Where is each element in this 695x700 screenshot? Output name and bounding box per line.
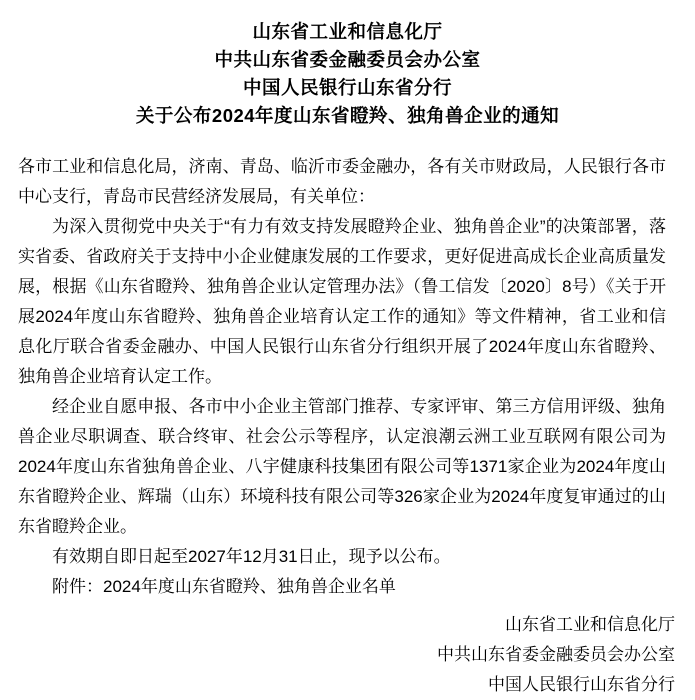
- document-title-line: 中共山东省委金融委员会办公室: [214, 49, 481, 70]
- signature-line: 中国人民银行山东省分行: [488, 675, 675, 694]
- signature-block: [0, 610, 695, 700]
- signature-line: 中共山东省委金融委员会办公室: [437, 645, 675, 664]
- body-paragraph: 为深入贯彻党中央关于“有力有效支持发展瞪羚企业、独角兽企业”的决策部署，落实省委、省政府关于支持中小企业健康发展的工作要求，更好促进高成长企业高质量发展，根据《山东省瞪羚、独角兽企业认定管理办法》（鲁工信发〔2020〕8号）《关于开展2024年度山东省瞪羚、独角兽企业培育认定工作的通知》等文件精神，省工业和信息化厅联合省委金融办、中国人民银行山东省分行组织开展了2024年度山东省瞪羚、独角兽企业培育认定工作。: [18, 217, 666, 386]
- document-title-line: 关于公布2024年度山东省瞪羚、独角兽企业的通知: [135, 105, 560, 126]
- body-paragraph: 经企业自愿申报、各市中小企业主管部门推荐、专家评审、第三方信用评级、独角兽企业尽职调查、联合终审、社会公示等程序，认定浪潮云洲工业互联网有限公司为2024年度山东省独角兽企业、八宇健康科技集团有限公司等1371家企业为2024年度山东省瞪羚企业、辉瑞（山东）环境科技有限公司等326家企业为2024年度复审通过的山东省瞪羚企业。: [18, 397, 666, 536]
- document-title-line: 山东省工业和信息化厅: [252, 21, 443, 42]
- document-title: [0, 18, 695, 130]
- body-paragraph: 各市工业和信息化局，济南、青岛、临沂市委金融办，各有关市财政局，人民银行各市中心支行，青岛市民营经济发展局，有关单位：: [18, 157, 666, 206]
- document-title-line: 中国人民银行山东省分行: [242, 77, 452, 98]
- body-paragraph: 附件：2024年度山东省瞪羚、独角兽企业名单: [52, 577, 396, 596]
- signature-line: 山东省工业和信息化厅: [505, 615, 675, 634]
- document-body: [0, 152, 695, 602]
- body-paragraph: 有效期自即日起至2027年12月31日止，现予以公布。: [52, 547, 451, 566]
